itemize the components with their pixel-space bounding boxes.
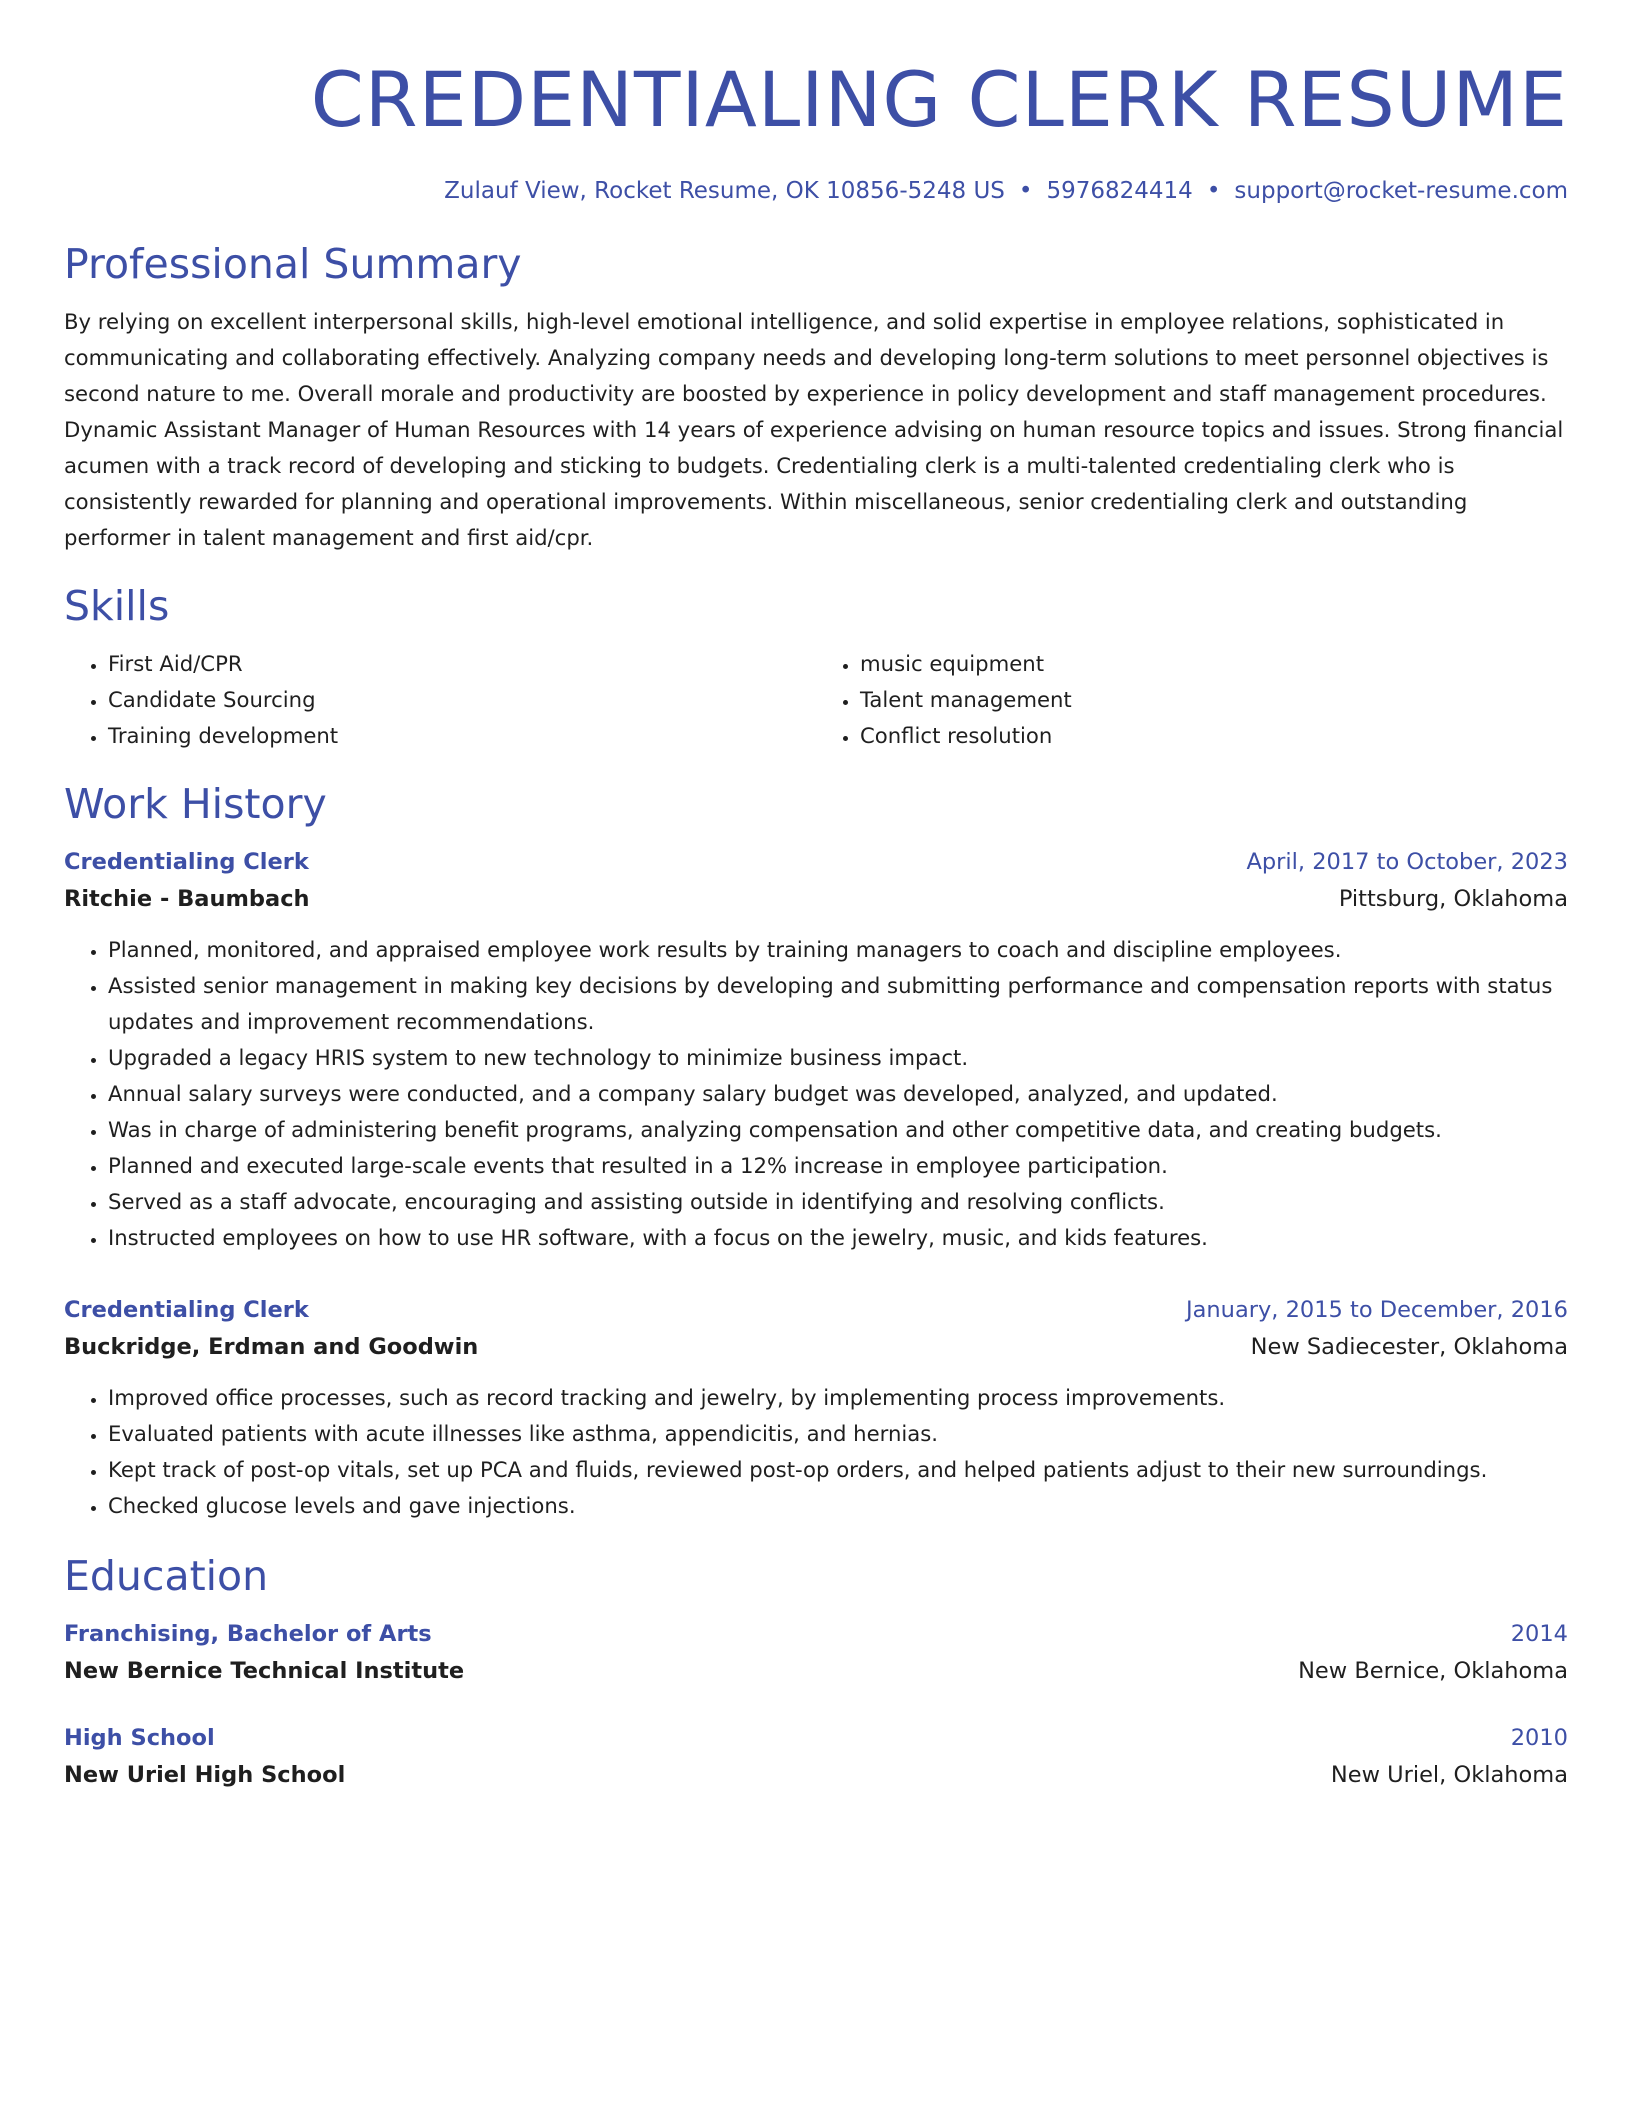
job-header bbox=[64, 1292, 1568, 1328]
education-degree: High School bbox=[64, 1725, 215, 1751]
job-subheader bbox=[64, 880, 1568, 918]
job-title: Credentialing Clerk bbox=[64, 849, 309, 875]
job-entry bbox=[64, 844, 1568, 1256]
education-heading: Education bbox=[64, 1552, 269, 1600]
job-title: Credentialing Clerk bbox=[64, 1297, 309, 1323]
summary-text: By relying on excellent interpersonal skills, high-level emotional intelligence, and solid expertise in employee relations, sophisticated in communicating and collaborating effectively. Analyzing company needs and developing long-term solutions to meet personnel objectives is second nature to me. Overall morale and productivity are boosted by experience in policy development and staff management procedures. Dynamic Assistant Manager of Human Resources with 14 years of experience advising on human resource topics and issues. Strong financial acumen with a track record of developing and sticking to budgets. Credentialing clerk is a multi-talented credentialing clerk who is consistently rewarded for planning and operational improvements. Within miscellaneous, senior credentialing clerk and outstanding performer in talent management and first aid/cpr. bbox=[64, 309, 1564, 550]
job-bullet: • Checked glucose levels and gave injections. bbox=[108, 1488, 1568, 1524]
skill-item: • Conflict resolution bbox=[860, 718, 1568, 754]
skill-item: • Training development bbox=[108, 718, 816, 754]
summary-heading: Professional Summary bbox=[64, 240, 522, 288]
education-school: New Bernice Technical Institute bbox=[64, 1658, 465, 1684]
education-degree: Franchising, Bachelor of Arts bbox=[64, 1621, 432, 1647]
skills-column-right bbox=[816, 646, 1568, 754]
resume-title: CREDENTIALING CLERK RESUME bbox=[310, 55, 1568, 144]
education-entry bbox=[64, 1616, 1568, 1690]
contact-phone: 5976824414 bbox=[1046, 178, 1193, 204]
job-company: Ritchie - Baumbach bbox=[64, 886, 310, 912]
job-bullet: • Improved office processes, such as record tracking and jewelry, by implementing process improvements. bbox=[108, 1380, 1568, 1416]
education-header bbox=[64, 1720, 1568, 1756]
education-school: New Uriel High School bbox=[64, 1762, 346, 1788]
skill-item: • music equipment bbox=[860, 646, 1568, 682]
education-subheader bbox=[64, 1756, 1568, 1794]
education-location: New Uriel, Oklahoma bbox=[1330, 1762, 1568, 1788]
job-bullet: • Annual salary surveys were conducted, and a company salary budget was developed, analyzed, and updated. bbox=[108, 1076, 1568, 1112]
job-location: Pittsburg, Oklahoma bbox=[1338, 886, 1568, 912]
education-year: 2010 bbox=[1510, 1725, 1568, 1751]
contact-separator: • bbox=[1018, 178, 1033, 204]
job-bullets bbox=[64, 932, 1568, 1256]
skill-item: • First Aid/CPR bbox=[108, 646, 816, 682]
job-bullets bbox=[64, 1380, 1568, 1524]
education-subheader bbox=[64, 1652, 1568, 1690]
job-bullet: • Planned and executed large-scale events that resulted in a 12% increase in employee participation. bbox=[108, 1148, 1568, 1184]
job-bullet: • Planned, monitored, and appraised employee work results by training managers to coach and discipline employees. bbox=[108, 932, 1568, 968]
skill-item: • Candidate Sourcing bbox=[108, 682, 816, 718]
work-history-heading: Work History bbox=[64, 780, 327, 828]
education-entry bbox=[64, 1720, 1568, 1794]
skills-heading: Skills bbox=[64, 582, 170, 630]
skill-item: • Talent management bbox=[860, 682, 1568, 718]
job-bullet: • Evaluated patients with acute illnesses like asthma, appendicitis, and hernias. bbox=[108, 1416, 1568, 1452]
job-company: Buckridge, Erdman and Goodwin bbox=[64, 1334, 479, 1360]
skills-list bbox=[64, 646, 1568, 754]
job-bullet: • Upgraded a legacy HRIS system to new technology to minimize business impact. bbox=[108, 1040, 1568, 1076]
job-bullet: • Was in charge of administering benefit programs, analyzing compensation and other competitive data, and creating budgets. bbox=[108, 1112, 1568, 1148]
job-dates: January, 2015 to December, 2016 bbox=[1186, 1297, 1568, 1323]
job-bullet: • Kept track of post-op vitals, set up PCA and fluids, reviewed post-op orders, and helped patients adjust to their new surroundings. bbox=[108, 1452, 1568, 1488]
job-bullet: • Served as a staff advocate, encouraging and assisting outside in identifying and resolving conflicts. bbox=[108, 1184, 1568, 1220]
contact-line bbox=[64, 174, 1568, 208]
job-bullet: • Assisted senior management in making key decisions by developing and submitting performance and compensation reports with status updates and improvement recommendations. bbox=[108, 968, 1568, 1040]
contact-address: Zulauf View, Rocket Resume, OK 10856-5248 US bbox=[444, 178, 1005, 204]
job-subheader bbox=[64, 1328, 1568, 1366]
job-location: New Sadiecester, Oklahoma bbox=[1250, 1334, 1568, 1360]
job-entry bbox=[64, 1292, 1568, 1524]
job-dates: April, 2017 to October, 2023 bbox=[1246, 849, 1568, 875]
education-year: 2014 bbox=[1510, 1621, 1568, 1647]
job-bullet: • Instructed employees on how to use HR software, with a focus on the jewelry, music, and kids features. bbox=[108, 1220, 1568, 1256]
education-header bbox=[64, 1616, 1568, 1652]
education-location: New Bernice, Oklahoma bbox=[1298, 1658, 1568, 1684]
contact-email[interactable]: support@rocket-resume.com bbox=[1234, 178, 1568, 204]
contact-separator: • bbox=[1206, 178, 1221, 204]
job-header bbox=[64, 844, 1568, 880]
skills-column-left bbox=[64, 646, 816, 754]
